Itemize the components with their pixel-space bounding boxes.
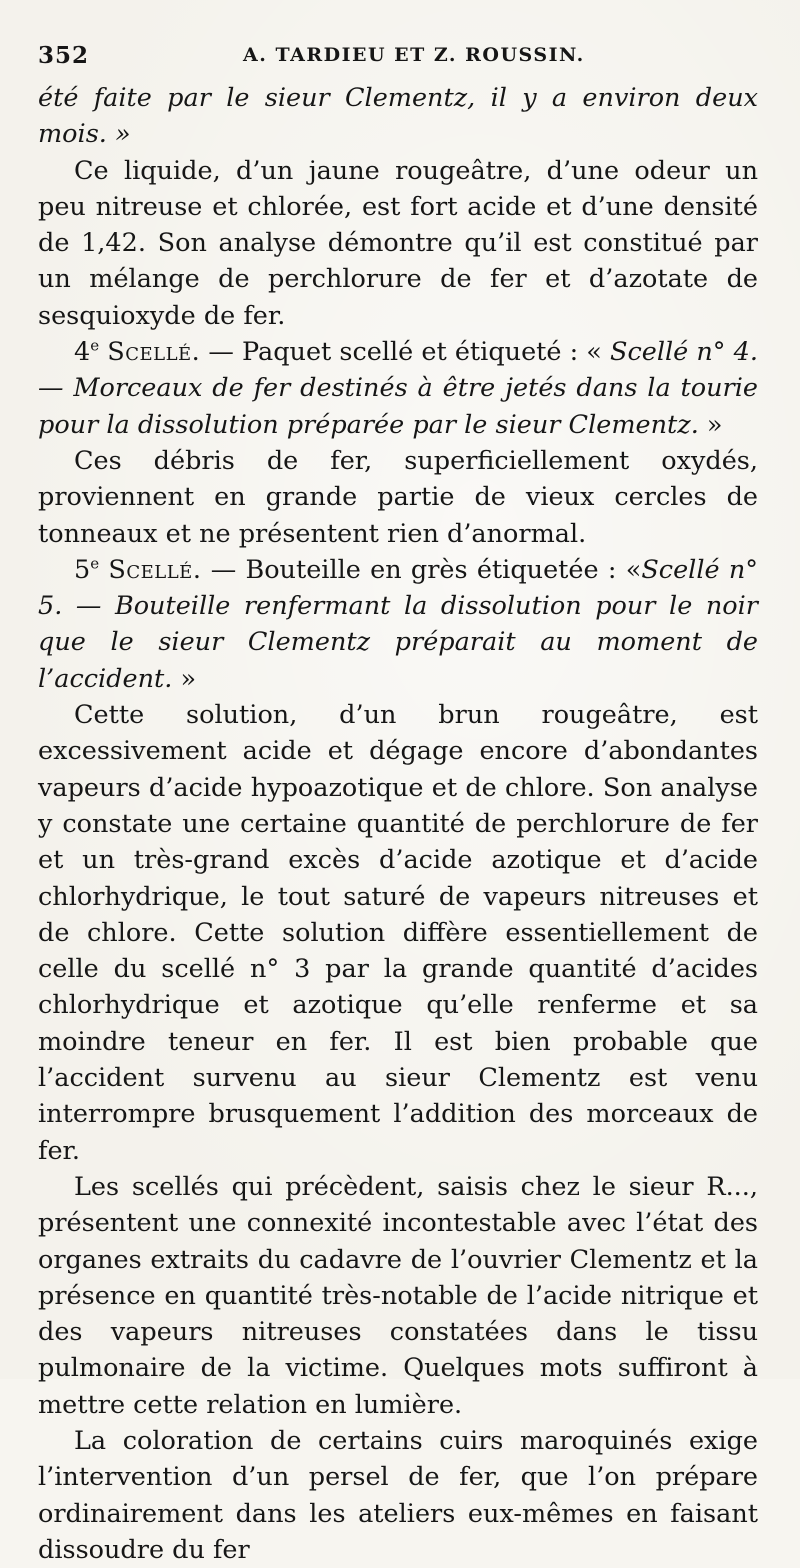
scelle-5-end: » <box>172 663 197 694</box>
paragraph-scelle-5 <box>38 552 758 697</box>
paragraph-scelle-4 <box>38 334 758 443</box>
running-title: A. TARDIEU ET Z. ROUSSIN. <box>243 44 585 66</box>
running-head <box>38 40 760 80</box>
scelle-4-end: » <box>698 409 723 440</box>
paragraph-iron-debris: Ces débris de fer, superficiellement oxydés, proviennent en grande partie de vieux cercles de tonneaux et ne présentent rien d’anormal. <box>38 445 758 549</box>
scelle-5-ordinal: e <box>90 554 100 573</box>
scelle-4-number: 4 <box>74 337 91 368</box>
scelle-5-intro: — Bouteille en grès étiquetée : « <box>201 554 642 585</box>
scelle-4-label: Scellé. <box>107 337 201 368</box>
scelle-4-quote: Scellé n° 4. — Morceaux de fer destinés à être jetés dans la tourie pour la dissolution préparée par le sieur Clementz. <box>38 337 758 440</box>
scelle-5-quote: Scellé n° 5. — Bouteille renfermant la dissolution pour le noir que le sieur Clementz préparait au moment de l’accident. <box>38 554 759 694</box>
paragraph-connexity: Les scellés qui précèdent, saisis chez le sieur R..., présentent une connexité incontestable avec l’état des organes extraits du cadavre de l’ouvrier Clementz et la présence en quantité très-notable de l’acide nitrique et des vapeurs nitreuses constatées dans le tissu pulmonaire de la victime. Quelques mots suffiront à mettre cette relation en lumière. <box>38 1171 758 1420</box>
page-number: 352 <box>38 42 90 69</box>
body-text <box>38 80 758 1568</box>
paragraph-solution-analysis: Cette solution, d’un brun rougeâtre, est excessivement acide et dégage encore d’abondantes vapeurs d’acide hypoazotique et de chlore. Son analyse y constate une certaine quantité de perchlorure de fer et un très-grand excès d’acide azotique et d’acide chlorhydrique, le tout saturé de vapeurs nitreuses et de chlore. Cette solution diffère essentiellement de celle du scellé n° 3 par la grande quantité d’acides chlorhydrique et azotique qu’elle renferme et sa moindre teneur en fer. Il est bien probable que l’accident survenu au sieur Clementz est venu interrompre brusquement l’addition des morceaux de fer. <box>38 700 758 1166</box>
scelle-5-number: 5 <box>74 554 91 585</box>
scelle-4-intro: — Paquet scellé et étiqueté : « <box>200 337 611 368</box>
paragraph-continuation: été faite par le sieur Clementz, il y a environ deux mois. » <box>38 83 758 150</box>
scelle-5-label: Scellé. <box>108 554 202 585</box>
scelle-4-ordinal: e <box>90 336 100 355</box>
paragraph-coloration: La coloration de certains cuirs maroquinés exige l’intervention d’un persel de fer, que l’on prépare ordinairement dans les ateliers eux-mêmes en faisant dissoudre du fer <box>38 1425 758 1565</box>
paragraph-liquid-analysis: Ce liquide, d’un jaune rougeâtre, d’une odeur un peu nitreuse et chlorée, est fort acide et d’une densité de 1,42. Son analyse démontre qu’il est constitué par un mélange de perchlorure de fer et d’azotate de sesquioxyde de fer. <box>38 155 758 331</box>
